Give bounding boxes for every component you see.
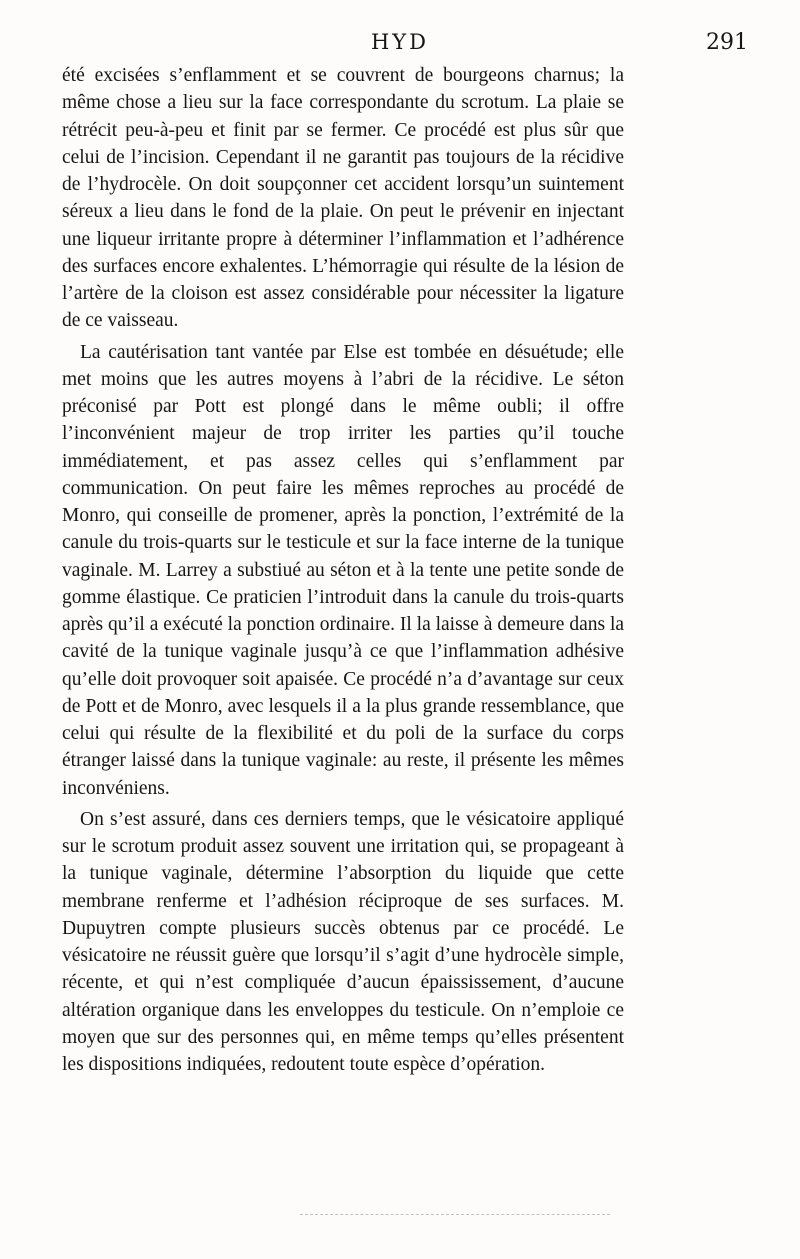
body-text [62,62,624,1078]
paragraph-continuation: été excisées s’enflamment et se couvrent de bourgeons charnus; la même chose a lieu sur la face correspondante du scrotum. La plaie se rétrécit peu-à-peu et finit par se fermer. Ce procédé est plus sûr que celui de l’incision. Cependant il ne garantit pas toujours de la récidive de l’hydrocèle. On doit soupçonner cet accident lorsqu’un suintement séreux a lieu dans le fond de la plaie. On peut le prévenir en injectant une liqueur irritante propre à déterminer l’inflammation et l’adhérence des surfaces encore exhalentes. L’hémorragie qui résulte de la lésion de l’artère de la cloison est assez considérable pour nécessiter la ligature de ce vaisseau. [62,65,624,332]
running-head: HYD [370,30,429,54]
paragraph-vesicatoire: On s’est assuré, dans ces derniers temps, que le vésicatoire appliqué sur le scrotum produit assez souvent une irritation qui, se propageant à la tunique vaginale, détermine l’absorption du liquide que cette membrane renferme et l’adhésion réciproque de ses surfaces. M. Dupuytren compte plusieurs succès obtenus par ce procédé. Le vésicatoire ne réussit guère que lorsqu’il s’agit d’une hydrocèle simple, récente, et qui n’est compliquée d’aucun épaississement, d’aucune altération organique dans les enveloppes du testicule. On n’emploie ce moyen que sur des personnes qui, en même temps qu’elles présentent les dispositions indiquées, redoutent toute espèce d’opération. [62,808,624,1075]
footer-rule [300,1214,610,1215]
page-number: 291 [706,30,748,55]
paragraph-cauterisation: La cautérisation tant vantée par Else est tombée en désuétude; elle met moins que les autres moyens à l’abri de la récidive. Le séton préconisé par Pott est plongé dans le même oubli; il offre l’inconvénient majeur de trop irriter les parties qu’il touche immédiatement, et pas assez celles qui s’enflamment par communication. On peut faire les mêmes reproches au procédé de Monro, qui conseille de promener, après la ponction, l’extrémité de la canule du trois-quarts sur le testicule et sur la face interne de la tunique vaginale. M. Larrey a substiué au séton et à la tente une petite sonde de gomme élastique. Ce praticien l’introduit dans la canule du trois-quarts après qu’il a exécuté la ponction ordinaire. Il la laisse à demeure dans la cavité de la tunique vaginale jusqu’à ce que l’inflammation adhésive qu’elle doit provoquer soit apaisée. Ce procédé n’a d’avantage sur ceux de Pott et de Monro, avec lesquels il a la plus grande ressemblance, que celui qui résulte de la flexibilité et du poli de la surface du corps étranger laissé dans la tunique vaginale: au reste, il présente les mêmes inconvéniens. [62,341,625,799]
page-header [60,30,748,60]
